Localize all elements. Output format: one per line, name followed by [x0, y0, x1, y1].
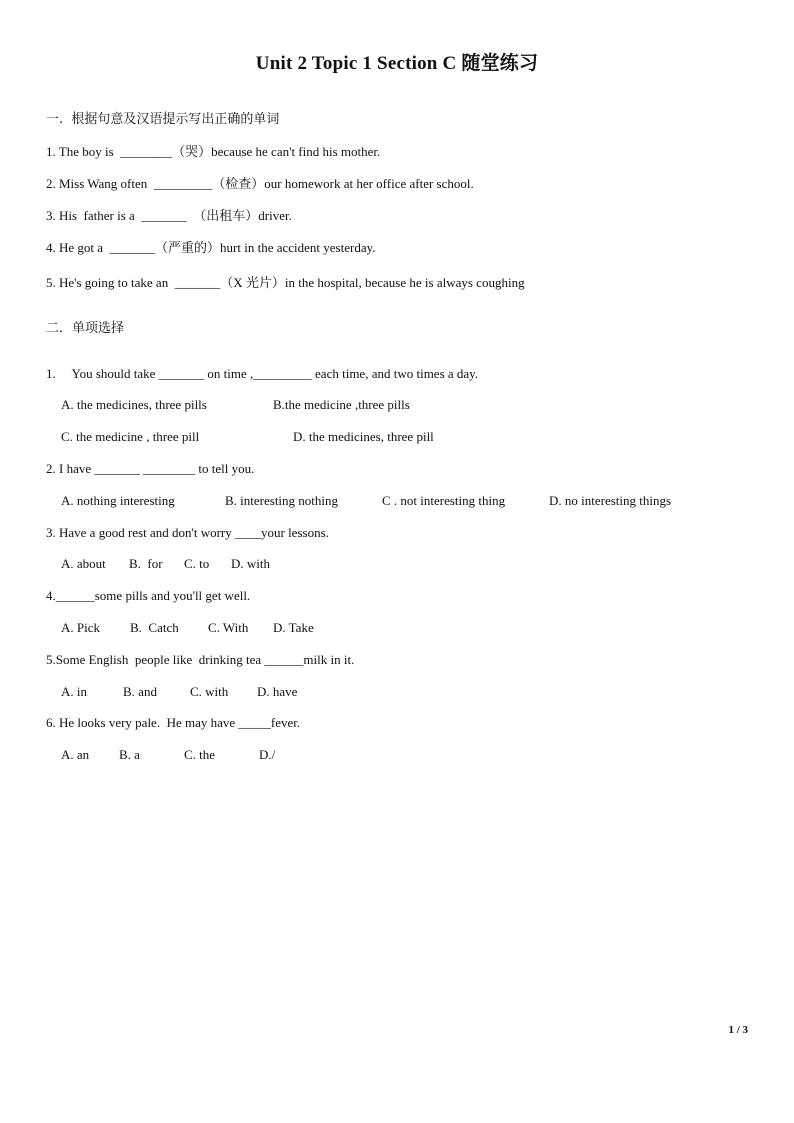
mc-question-2-stem: 2. I have _______ ________ to tell you. — [46, 461, 255, 476]
vocab-question-5: 5. He's going to take an _______（X 光片）in the hospital, because he is always coughing — [46, 275, 525, 290]
mc-question-6-option-d: D./ — [259, 747, 276, 762]
section-heading-multiple-choice: 二．单项选择 — [46, 321, 125, 336]
mc-question-4-option-a: A. Pick — [61, 620, 100, 635]
mc-question-2-option-a: A. nothing interesting — [61, 493, 175, 508]
mc-question-3-option-b: B. for — [129, 556, 163, 571]
vocab-question-1: 1. The boy is ________（哭）because he can't find his mother. — [46, 144, 381, 159]
vocab-question-3: 3. His father is a _______ （出租车）driver. — [46, 208, 292, 223]
page-number: 1 / 3 — [728, 1024, 748, 1036]
vocab-question-2: 2. Miss Wang often _________（检查）our homework at her office after school. — [46, 176, 474, 191]
mc-question-3-stem: 3. Have a good rest and don't worry ____your lessons. — [46, 525, 329, 540]
mc-question-4-option-c: C. With — [208, 620, 249, 635]
mc-question-5-option-c: C. with — [190, 684, 229, 699]
mc-question-6-option-c: C. the — [184, 747, 216, 762]
mc-question-1-option-b: B.the medicine ,three pills — [273, 397, 410, 412]
mc-question-4-option-d: D. Take — [273, 620, 314, 635]
mc-question-6-option-b: B. a — [119, 747, 140, 762]
mc-question-1-option-d: D. the medicines, three pill — [293, 429, 434, 444]
mc-question-2-option-c: C . not interesting thing — [382, 493, 506, 508]
mc-question-1-stem: 1. You should take _______ on time ,_________ each time, and two times a day. — [46, 366, 479, 381]
mc-question-4-option-b: B. Catch — [130, 620, 179, 635]
page-title: Unit 2 Topic 1 Section C 随堂练习 — [255, 53, 539, 74]
mc-question-5-option-a: A. in — [61, 684, 87, 699]
mc-question-5-option-b: B. and — [123, 684, 157, 699]
mc-question-3-option-d: D. with — [231, 556, 270, 571]
mc-question-5-option-d: D. have — [257, 684, 298, 699]
section-heading-vocabulary: 一. 根据句意及汉语提示写出正确的单词 — [46, 112, 280, 127]
mc-question-4-stem: 4.______some pills and you'll get well. — [46, 588, 251, 603]
mc-question-3-option-a: A. about — [61, 556, 106, 571]
mc-question-1-option-a: A. the medicines, three pills — [61, 397, 207, 412]
mc-question-3-option-c: C. to — [184, 556, 210, 571]
mc-question-2-option-d: D. no interesting things — [549, 493, 672, 508]
mc-question-5-stem: 5.Some English people like drinking tea ______milk in it. — [46, 652, 355, 667]
mc-question-6-option-a: A. an — [61, 747, 90, 762]
mc-question-1-option-c: C. the medicine , three pill — [61, 429, 200, 444]
mc-question-6-stem: 6. He looks very pale. He may have _____fever. — [46, 715, 301, 730]
mc-question-2-option-b: B. interesting nothing — [225, 493, 339, 508]
vocab-question-4: 4. He got a _______（严重的）hurt in the accident yesterday. — [46, 240, 376, 255]
